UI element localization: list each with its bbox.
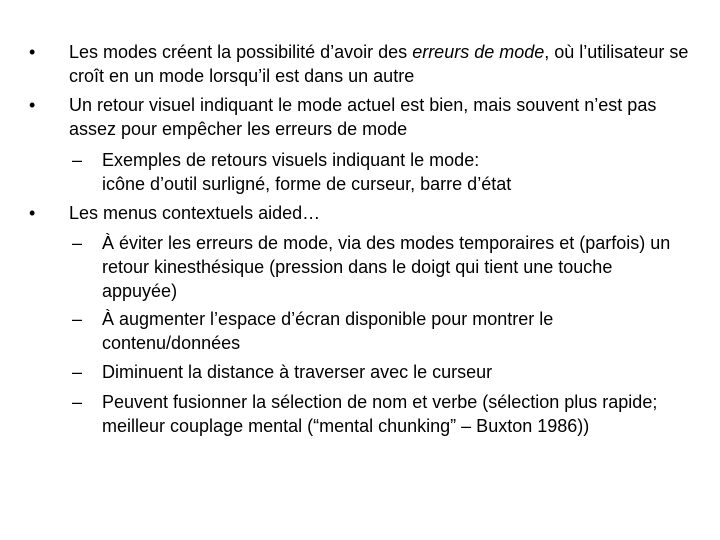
subbullet-screen-space [72, 307, 687, 355]
subbullet-feedback-examples-text-line2: icône d’outil surligné, forme de curseur, barre d’état [102, 174, 512, 194]
bullet-marker: • [29, 203, 36, 223]
subbullet-marker: – [72, 150, 83, 170]
subbullet-feedback-examples [72, 148, 687, 196]
subbullet-noun-verb [72, 390, 687, 438]
bullet-context-menus [29, 201, 699, 225]
subbullet-marker: – [72, 233, 83, 253]
bullet-marker: • [29, 42, 36, 62]
subbullet-avoid-mode-errors-text: À éviter les erreurs de mode, via des modes temporaires et (parfois) un retour kinesthésique (pression dans le doigt qui tient une touche appuyée) [102, 233, 671, 301]
bullet-modes [29, 40, 699, 88]
bullet-modes-text-end: , où l’utilisateur se croît en un mode lorsqu’il est dans un autre [69, 42, 689, 86]
subbullet-marker: – [72, 309, 83, 329]
subbullet-feedback-examples-text: Exemples de retours visuels indiquant le mode: [102, 150, 480, 170]
bullet-context-menus-text: Les menus contextuels aided… [69, 203, 321, 223]
subbullet-marker: – [72, 392, 83, 412]
subbullet-noun-verb-text: Peuvent fusionner la sélection de nom et verbe (sélection plus rapide; meilleur couplage mental (“mental chunking” – Buxton 1986)) [102, 392, 658, 436]
bullet-visual-feedback-text: Un retour visuel indiquant le mode actuel est bien, mais souvent n’est pas assez pour empêcher les erreurs de mode [69, 95, 657, 139]
subbullet-cursor-distance-text: Diminuent la distance à traverser avec le curseur [102, 362, 493, 382]
subbullet-avoid-mode-errors [72, 231, 687, 303]
bullet-modes-emphasis: erreurs de mode [412, 42, 545, 62]
subbullet-cursor-distance [72, 360, 687, 384]
bullet-marker: • [29, 95, 36, 115]
bullet-visual-feedback [29, 93, 699, 141]
subbullet-marker: – [72, 362, 83, 382]
bullet-modes-text-start: Les modes créent la possibilité d’avoir des [69, 42, 413, 62]
subbullet-screen-space-text: À augmenter l’espace d’écran disponible pour montrer le contenu/données [102, 309, 554, 353]
